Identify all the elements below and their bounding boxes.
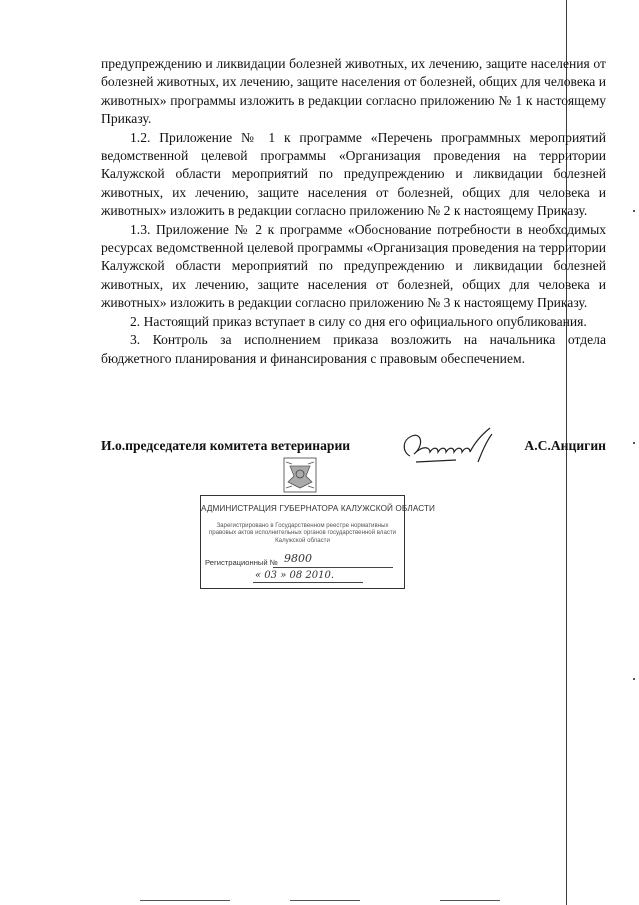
signatory-title: И.о.председателя комитета ветеринарии — [101, 438, 351, 453]
signatory-name: А.С.Анцигин — [524, 438, 606, 453]
scan-mark — [633, 678, 635, 680]
stamp-date-underline — [253, 582, 363, 583]
handwritten-signature — [396, 422, 501, 474]
stamp-header: АДМИНИСТРАЦИЯ ГУБЕРНАТОРА КАЛУЖСКОЙ ОБЛАСТИ — [201, 504, 436, 513]
scan-bottom-line — [440, 900, 500, 901]
registration-stamp — [200, 495, 436, 589]
stamp-date: « 03 » 08 2010. — [255, 570, 335, 581]
document-body — [101, 55, 606, 368]
paragraph-continuation: предупреждению и ликвидации болезней животных, их лечению, защите населения от болезней животных, их лечению, защите населения от болезней, общих для человека и животных» программы изложить в редакции согласно приложению № 1 к настоящему Приказу. — [101, 56, 606, 127]
stamp-reg-label: Регистрационный № — [205, 558, 278, 567]
paragraph-2: 2. Настоящий приказ вступает в силу со дня его официального опубликования. — [130, 313, 587, 329]
scan-bottom-line — [140, 900, 230, 901]
emblem-icon — [278, 454, 322, 496]
paragraph-1-2: 1.2. Приложение № 1 к программе «Перечень программных мероприятий ведомственной целевой программы «Организация проведения на территории Калужской области мероприятий по предупреждению и ликвидации болезней животных, их лечению, защите населения от болезней, общих для человека и животных» изложить в редакции согласно приложению № 2 к настоящему Приказу. — [101, 129, 606, 219]
scan-mark — [633, 442, 635, 444]
scan-mark — [633, 210, 635, 212]
paragraph-3: 3. Контроль за исполнением приказа возложить на начальника отдела бюджетного планирования и финансирования с правовым обеспечением. — [101, 332, 606, 366]
stamp-reg-number: 9800 — [284, 552, 312, 565]
paragraph-1-3: 1.3. Приложение № 2 к программе «Обоснование потребности в необходимых ресурсах ведомственной целевой программы «Организация проведения на территории Калужской области мероприятий по предупреждению и ликвидации болезней животных, их лечению, защите населения от болезней, общих для человека и животных» изложить в редакции согласно приложению № 3 к настоящему Приказу. — [101, 221, 606, 311]
scan-bottom-line — [290, 900, 360, 901]
stamp-reg-underline — [273, 567, 393, 568]
stamp-body: Зарегистрировано в Государственном реестре нормативных правовых актов исполнительных органов государственной власти Калужской области — [208, 522, 397, 544]
